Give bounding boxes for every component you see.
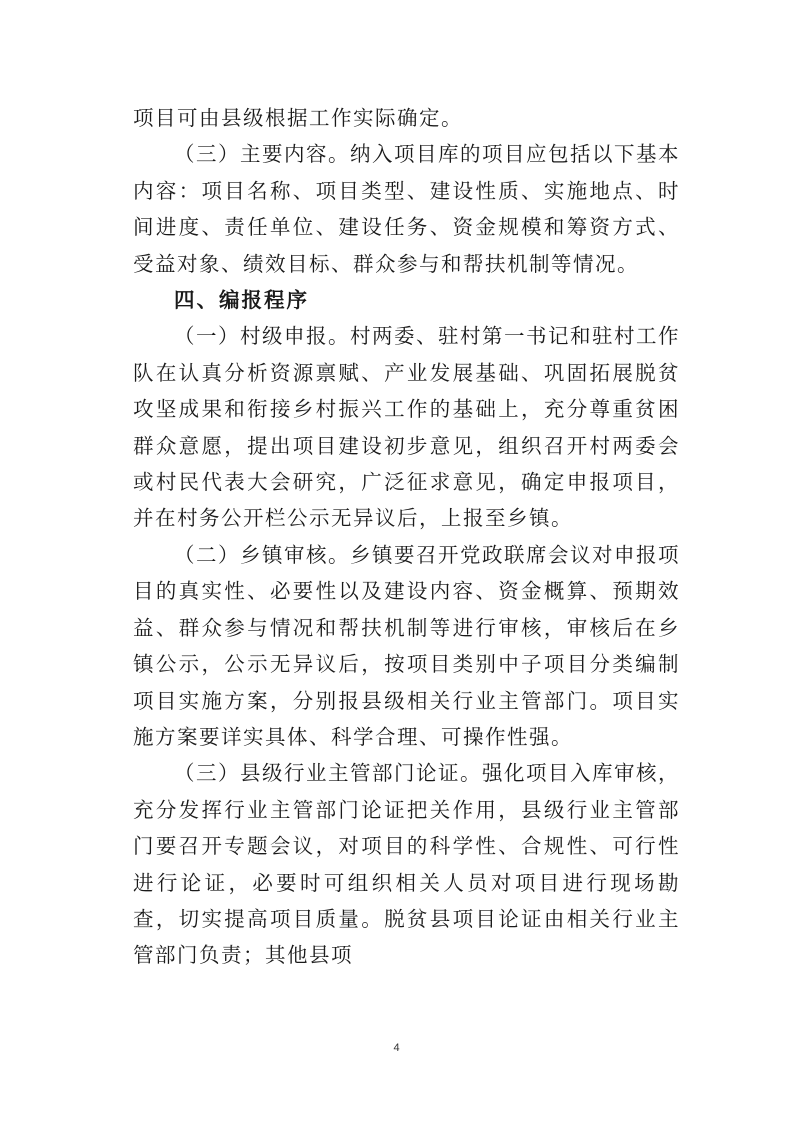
paragraph-township-review: （二）乡镇审核。乡镇要召开党政联席会议对申报项目的真实性、必要性以及建设内容、资金概算、预期效益、群众参与情况和帮扶机制等进行审核，审核后在乡镇公示，公示无异议后，按项目类别中子项目分类编制项目实施方案，分别报县级相关行业主管部门。项目实施方案要详实具体、科学合理、可操作性强。 <box>133 542 680 749</box>
page-number: 4 <box>393 1042 400 1054</box>
body-text <box>133 100 680 974</box>
paragraph-continuation: 项目可由县级根据工作实际确定。 <box>133 106 463 130</box>
section-heading: 四、编报程序 <box>174 288 309 313</box>
paragraph-county-verification: （三）县级行业主管部门论证。强化项目入库审核，充分发挥行业主管部门论证把关作用，县级行业主管部门要召开专题会议，对项目的科学性、合规性、可行性进行论证，必要时可组织相关人员对项目进行现场勘查，切实提高项目质量。脱贫县项目论证由相关行业主管部门负责；其他县项 <box>133 761 680 968</box>
paragraph-village-application: （一）村级申报。村两委、驻村第一书记和驻村工作队在认真分析资源禀赋、产业发展基础、巩固拓展脱贫攻坚成果和衔接乡村振兴工作的基础上，充分尊重贫困群众意愿，提出项目建设初步意见，组织召开村两委会或村民代表大会研究，广泛征求意见，确定申报项目，并在村务公开栏公示无异议后，上报至乡镇。 <box>133 324 680 531</box>
paragraph-main-content: （三）主要内容。纳入项目库的项目应包括以下基本内容：项目名称、项目类型、建设性质、实施地点、时间进度、责任单位、建设任务、资金规模和筹资方式、受益对象、绩效目标、群众参与和帮扶机制等情况。 <box>133 142 680 276</box>
